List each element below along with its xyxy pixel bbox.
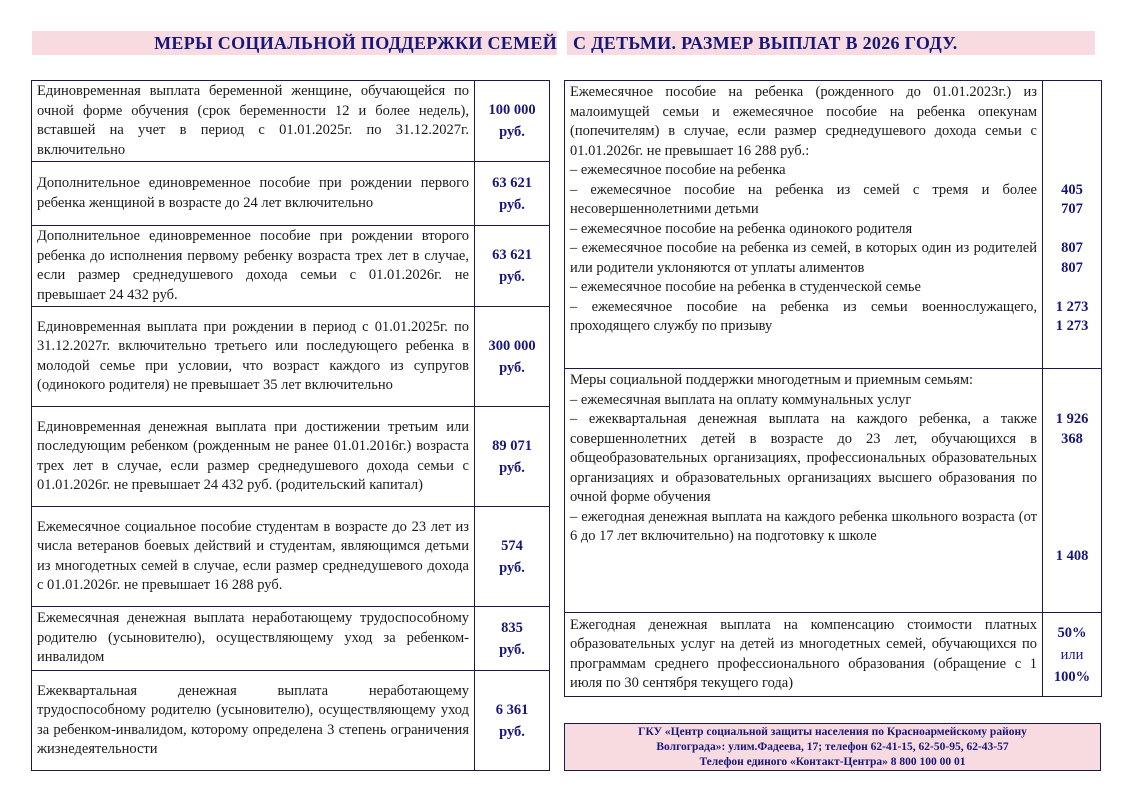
benefit-amount: 1 926 (1055, 411, 1089, 427)
table-row (565, 369, 1102, 613)
education-compensation-amount: 50% или 100% (1043, 613, 1102, 697)
benefit-description: Единовременная выплата беременной женщине, обучающейся по очной форме обучения (срок беременности 12 и более недель), вставшей на учет в период с 01.01.2025г. по 31.12.2027г. включительно (32, 81, 475, 162)
benefit-amount: 1 408 (1055, 547, 1089, 564)
list-item: – ежегодная денежная выплата на каждого ребенка школьного возраста (от 6 до 17 лет включительно) на подготовку к школе (570, 508, 1037, 544)
benefit-amount: 63 621 руб. (475, 226, 550, 307)
benefit-amount: 707 (1061, 201, 1083, 217)
benefit-amount: 368 (1061, 430, 1083, 447)
benefit-amount: 300 000 руб. (475, 307, 550, 407)
benefit-amount: 1 273 (1055, 318, 1089, 334)
benefit-amount: 835 руб. (475, 607, 550, 671)
footer-line: ГКУ «Центр социальной защиты населения по Красноармейскому району (638, 726, 1027, 738)
benefit-amount: 574 руб. (475, 507, 550, 607)
table-row (32, 671, 550, 771)
benefit-amount: 807 (1061, 259, 1083, 276)
list-item: – ежемесячное пособие на ребенка из семей, в которых один из родителей или родители уклоняются от уплаты алиментов (570, 240, 1037, 276)
table-row (565, 613, 1102, 697)
benefit-description: Дополнительное единовременное пособие при рождении первого ребенка женщиной в возрасте до 24 лет включительно (32, 162, 475, 226)
list-item: – ежеквартальная денежная выплата на каждого ребенка, а также совершеннолетних детей в возрасте до 23 лет, обучающихся в общеобразовательных организациях, профессиональных образовательных организациях и образовательных организациях высшего образования по очной форме обучения (570, 411, 1037, 505)
benefit-amount: 6 361 руб. (475, 671, 550, 771)
benefit-amount: 1 273 (1055, 298, 1089, 315)
table-row (32, 607, 550, 671)
child-allowance-description: Ежемесячное пособие на ребенка (рожденного до 01.01.2023г.) из малоимущей семьи и ежемесячное пособие на ребенка опекунам (попечителям) в случае, если размер среднедушевого дохода семьи с 01.01.2026г. не превышает 16 288 руб.: – ежемесячное пособие на ребенка – ежемесячное пособие на ребенка из семей с тремя и более несовершеннолетними детьми – ежемесячное пособие на ребенка одинокого родителя – ежемесячное пособие на ребенка из семей, в которых один из родителей или родители уклоняются от уплаты алиментов – ежемесячное пособие на ребенка в студенческой семье – ежемесячное пособие на ребенка из семьи военнослужащего, проходящего службу по призыву (565, 81, 1043, 369)
benefit-description: Единовременная выплата при рождении в период с 01.01.2025г. по 31.12.2027г. включительно третьего или последующего ребенка в молодой семье при условии, что возраст каждого из супругов (одинокого родителя) не превышает 35 лет включительно (32, 307, 475, 407)
list-item: – ежемесячная выплата на оплату коммунальных услуг (570, 391, 912, 408)
benefit-amount: 100 000 руб. (475, 81, 550, 162)
benefit-description: Дополнительное единовременное пособие при рождении второго ребенка до исполнения первому ребенку возраста трех лет в случае, если размер среднедушевого дохода семьи с 01.01.2026г. не превышает 24 432 руб. (32, 226, 475, 307)
table-row (32, 162, 550, 226)
list-item: – ежемесячное пособие на ребенка из семьи военнослужащего, проходящего службу по призыву (570, 298, 1037, 334)
banner-title-right: С ДЕТЬМИ. РАЗМЕР ВЫПЛАТ В 2026 ГОДУ. (567, 31, 1095, 55)
list-item: – ежемесячное пособие на ребенка из семей с тремя и более несовершеннолетними детьми (570, 181, 1037, 217)
table-row (32, 81, 550, 162)
benefit-amount: 807 (1061, 240, 1083, 256)
benefit-amount: 89 071 руб. (475, 407, 550, 507)
benefit-description: Единовременная денежная выплата при достижении третьим или последующим ребенком (рожденным не ранее 01.01.2016г.) возраста трех лет в случае, если размер среднедушевого дохода семьи с 01.01.2026г. не превышает 24 432 руб. (родительский капитал) (32, 407, 475, 507)
table-row (32, 407, 550, 507)
footer-line: Волгограда»: улим.Фадеева, 17; телефон 62-41-15, 62-50-95, 62-43-57 (656, 741, 1009, 753)
right-benefits-table (564, 80, 1102, 697)
table-row (32, 226, 550, 307)
list-item: – ежемесячное пособие на ребенка одинокого родителя (570, 220, 913, 237)
large-family-amounts (1043, 369, 1102, 613)
benefit-description: Ежемесячная денежная выплата неработающему трудоспособному родителю (усыновителю), осуществляющему уход за ребенком-инвалидом (32, 607, 475, 671)
large-family-description: Меры социальной поддержки многодетным и приемным семьям: – ежемесячная выплата на оплату коммунальных услуг – ежеквартальная денежная выплата на каждого ребенка, а также совершеннолетних детей в возрасте до 23 лет, обучающихся в общеобразовательных организациях, профессиональных образовательных организациях и образовательных организациях высшего образования по очной форме обучения – ежегодная денежная выплата на каждого ребенка школьного возраста (от 6 до 17 лет включительно) на подготовку к школе (565, 369, 1043, 613)
benefit-description: Ежеквартальная денежная выплата неработающему трудоспособному родителю (усыновителю), осуществляющему уход за ребенком-инвалидом, которому определена 3 степень ограничения жизнедеятельности (32, 671, 475, 771)
table-row (32, 507, 550, 607)
table-row (565, 81, 1102, 369)
child-allowance-amounts (1043, 81, 1102, 369)
footer-line: Телефон единого «Контакт-Центра» 8 800 100 00 01 (699, 756, 966, 768)
benefit-amount: 63 621 руб. (475, 162, 550, 226)
benefit-description: Ежемесячное социальное пособие студентам в возрасте до 23 лет из числа ветеранов боевых действий и студентам, являющимся детьми из многодетных семей в случае, если размер среднедушевого дохода с 01.01.2026г. не превышает 16 288 руб. (32, 507, 475, 607)
list-item: – ежемесячное пособие на ребенка в студенческой семье (570, 279, 921, 295)
list-item: – ежемесячное пособие на ребенка (570, 162, 786, 178)
benefit-amount: 405 (1061, 181, 1083, 198)
table-row (32, 307, 550, 407)
contact-footer (564, 723, 1101, 771)
left-benefits-table (31, 80, 550, 771)
education-compensation-description: Ежегодная денежная выплата на компенсацию стоимости платных образовательных услуг на детей из многодетных семей, обучающихся по программам среднего профессионального образования (обращение с 1 июля по 30 сентября текущего года) (565, 613, 1043, 697)
banner-title-left: МЕРЫ СОЦИАЛЬНОЙ ПОДДЕРЖКИ СЕМЕЙ (32, 31, 557, 55)
